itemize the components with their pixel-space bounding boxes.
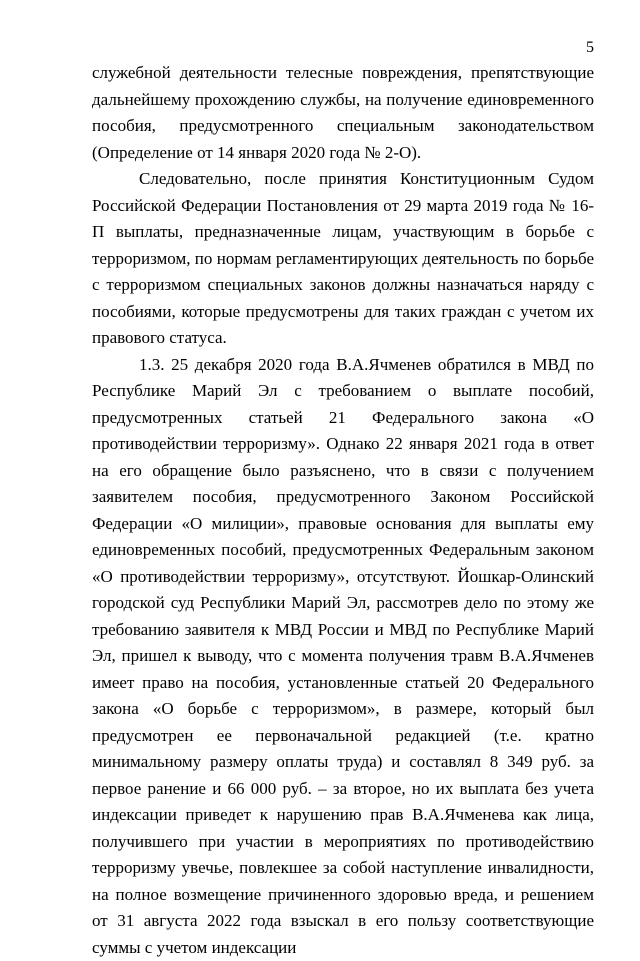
paragraph-section-1-3: 1.3. 25 декабря 2020 года В.А.Ячменев обратился в МВД по Республике Марий Эл с требованием о выплате пособий, предусмотренных статьей 21 Федерального закона «О противодействии терроризму». Однако 22 января 2021 года в ответ на его обращение было разъяснено, что в связи с получением заявителем пособия, предусмотренного Законом Российской Федерации «О милиции», правовые основания для выплаты ему единовременных пособий, предусмотренных Федеральным законом «О противодействии терроризму», отсутствуют. Йошкар-Олинский городской суд Республики Марий Эл, рассмотрев дело по этому же требованию заявителя к МВД России и МВД по Республике Марий Эл, пришел к выводу, что с момента получения травм В.А.Ячменев имеет право на пособия, установленные статьей 20 Федерального закона «О борьбе с терроризмом», в размере, который был предусмотрен ее первоначальной редакцией (т.е. кратно минимальному размеру оплаты труда) и составлял 8 349 руб. за первое ранение и 66 000 руб. – за второе, но их выплата без учета индексации приведет к нарушению прав В.А.Ячменева как лица, получившего при участии в мероприятиях по противодействию терроризму увечье, повлекшее за собой наступление инвалидности, на полное возмещение причиненного здоровью вреда, и решением от 31 августа 2022 года взыскал в его пользу соответствующие суммы с учетом индексации [92, 352, 594, 961]
document-body [92, 60, 594, 961]
paragraph-conclusion: Следовательно, после принятия Конституционным Судом Российской Федерации Постановления от 29 марта 2019 года № 16-П выплаты, предназначенные лицам, участвующим в борьбе с терроризмом, по нормам регламентирующих деятельность по борьбе с терроризмом специальных законов должны назначаться наряду с пособиями, которые предусмотрены для таких граждан с учетом их правового статуса. [92, 166, 594, 352]
paragraph-continuation: служебной деятельности телесные повреждения, препятствующие дальнейшему прохождению службы, на получение единовременного пособия, предусмотренного специальным законодательством (Определение от 14 января 2020 года № 2-О). [92, 60, 594, 166]
page-number: 5 [586, 38, 594, 58]
